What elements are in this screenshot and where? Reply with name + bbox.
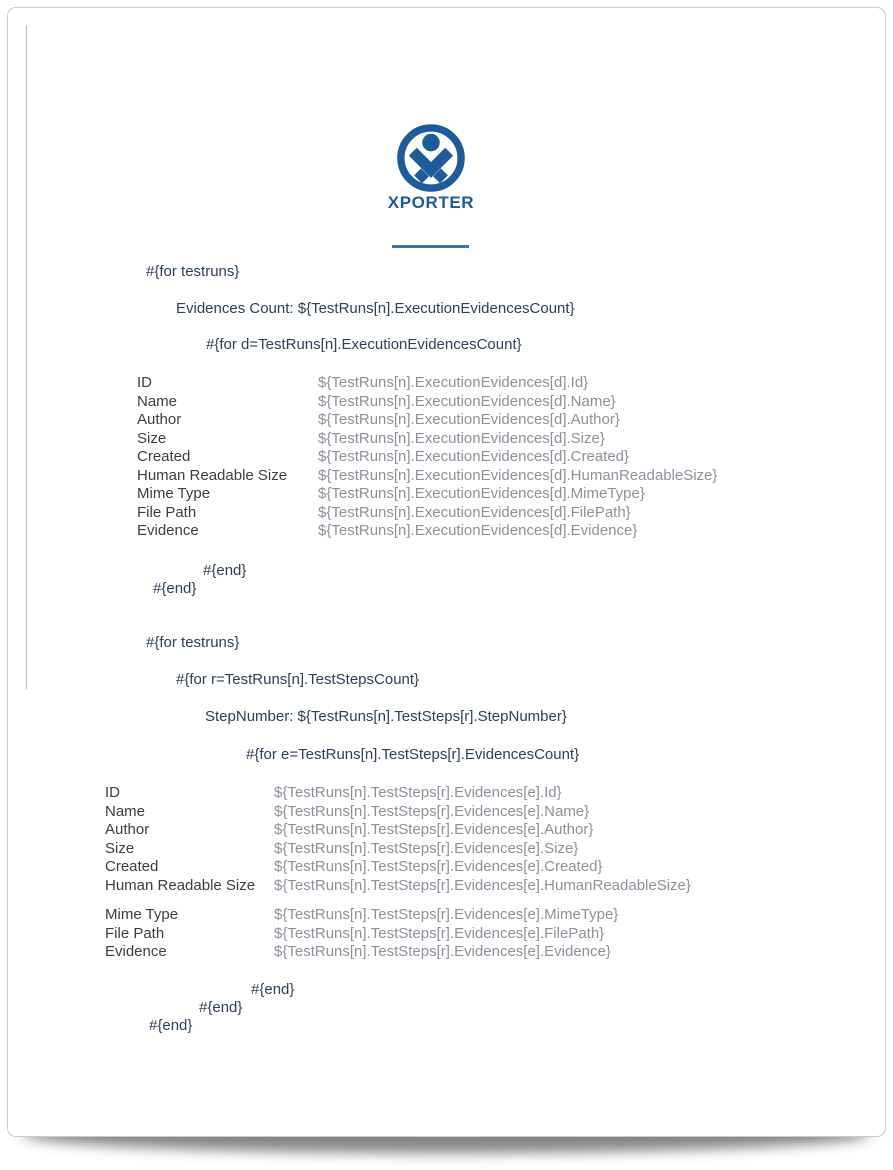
field-placeholder: ${TestRuns[n].ExecutionEvidences[d].Author} [318,411,620,428]
field-row [137,393,717,412]
directive-end-outer-1: #{end} [153,580,197,597]
left-edge-line [26,25,27,689]
field-label: ID [137,374,152,391]
field-row [137,467,717,486]
field-row [137,522,717,541]
field-placeholder: ${TestRuns[n].TestSteps[r].Evidences[e].HumanReadableSize} [274,876,691,894]
field-row [137,485,717,504]
field-placeholder: ${TestRuns[n].TestSteps[r].Evidences[e].FilePath} [274,924,605,942]
field-label: File Path [105,924,165,942]
teststep-evidences-field-table [105,784,691,962]
field-row [105,858,691,877]
field-label: Evidence [137,522,199,539]
field-label: Created [137,448,191,465]
field-label: Author [105,821,150,838]
directive-for-d: #{for d=TestRuns[n].ExecutionEvidencesCount} [206,336,522,353]
directive-for-r: #{for r=TestRuns[n].TestStepsCount} [176,671,420,688]
field-label: Author [137,411,182,428]
field-row [105,925,691,944]
field-label: ID [105,784,120,801]
field-row [105,877,691,896]
field-label: Size [105,839,135,857]
field-placeholder: ${TestRuns[n].TestSteps[r].Evidences[e].Author} [274,821,594,838]
field-placeholder: ${TestRuns[n].TestSteps[r].Evidences[e].Created} [274,858,603,875]
field-label: Size [137,429,167,447]
evidences-count-line: Evidences Count: ${TestRuns[n].ExecutionEvidencesCount} [176,300,575,317]
field-row [137,504,717,523]
field-label: Name [105,802,146,820]
field-label: Created [105,858,159,875]
directive-for-testruns-2: #{for testruns} [146,634,240,651]
directive-end-inner-1: #{end} [203,562,247,579]
field-placeholder: ${TestRuns[n].ExecutionEvidences[d].FilePath} [318,503,631,521]
field-placeholder: ${TestRuns[n].ExecutionEvidences[d].Created} [318,448,630,465]
execution-evidences-field-table [137,374,717,541]
directive-end-middle-2: #{end} [199,999,243,1016]
field-placeholder: ${TestRuns[n].ExecutionEvidences[d].Id} [318,374,589,391]
field-placeholder: ${TestRuns[n].ExecutionEvidences[d].MimeType} [318,485,645,502]
field-label: Human Readable Size [137,466,288,484]
field-placeholder: ${TestRuns[n].TestSteps[r].Evidences[e].MimeType} [274,906,619,923]
row-gap [105,895,691,906]
directive-for-e: #{for e=TestRuns[n].TestSteps[r].EvidencesCount} [246,746,580,763]
field-placeholder: ${TestRuns[n].ExecutionEvidences[d].HumanReadableSize} [318,466,718,484]
field-row [105,840,691,859]
brand-wordmark: XPORTER [387,193,475,212]
field-label: Mime Type [105,906,179,923]
field-row [105,906,691,925]
field-label: Human Readable Size [105,876,256,894]
header-divider [392,245,469,248]
field-row [137,374,717,393]
field-row [105,803,691,822]
field-label: Name [137,392,178,410]
field-row [137,448,717,467]
field-row [105,784,691,803]
field-row [137,411,717,430]
field-placeholder: ${TestRuns[n].ExecutionEvidences[d].Size} [318,429,605,447]
xporter-logo-icon [396,123,466,193]
field-row [105,943,691,962]
directive-end-inner-2: #{end} [251,981,295,998]
field-row [137,430,717,449]
field-label: File Path [137,503,197,521]
field-placeholder: ${TestRuns[n].TestSteps[r].Evidences[e].Size} [274,839,579,857]
field-placeholder: ${TestRuns[n].TestSteps[r].Evidences[e].Name} [274,802,590,820]
field-label: Evidence [105,943,167,960]
field-placeholder: ${TestRuns[n].TestSteps[r].Evidences[e].Evidence} [274,943,611,960]
step-number-line: StepNumber: ${TestRuns[n].TestSteps[r].StepNumber} [205,708,567,725]
field-placeholder: ${TestRuns[n].ExecutionEvidences[d].Name} [318,392,616,410]
field-placeholder: ${TestRuns[n].ExecutionEvidences[d].Evidence} [318,522,638,539]
directive-for-testruns-1: #{for testruns} [146,263,240,280]
field-row [105,821,691,840]
directive-end-outer-2: #{end} [149,1017,193,1034]
field-label: Mime Type [137,485,211,502]
field-placeholder: ${TestRuns[n].TestSteps[r].Evidences[e].Id} [274,784,562,801]
